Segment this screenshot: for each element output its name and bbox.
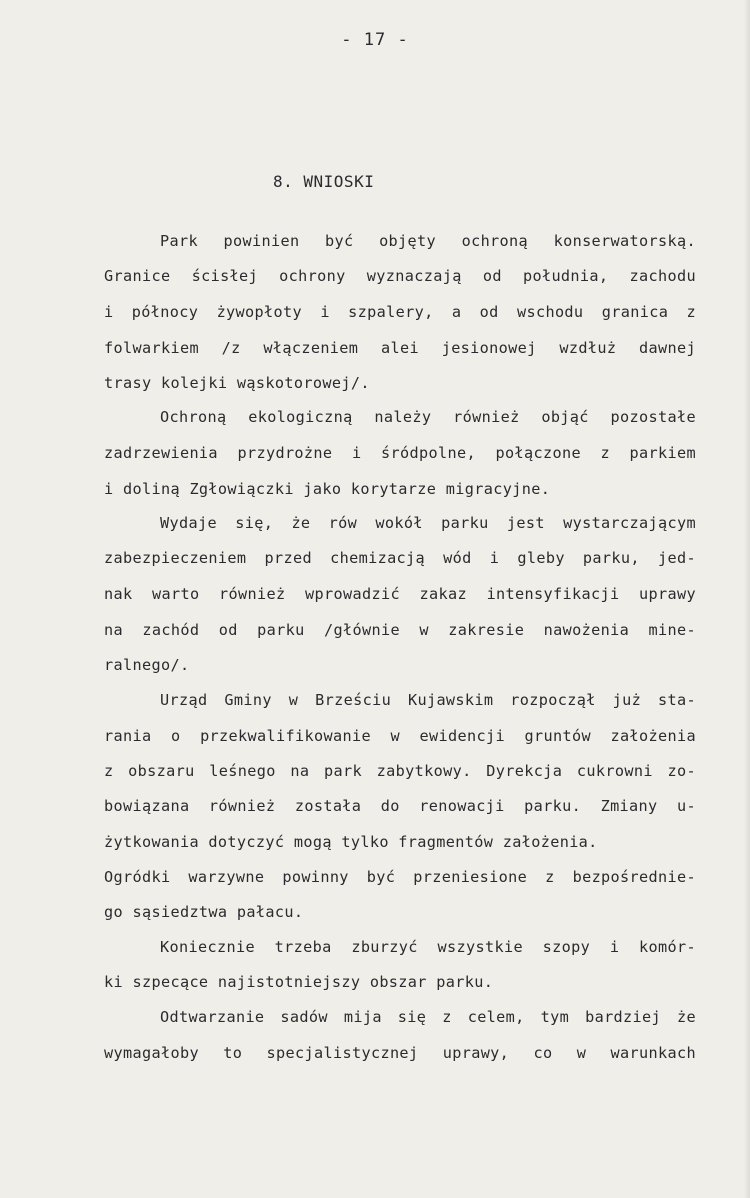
text-line: Koniecznie trzeba zburzyć wszystkie szopy i komór- [160,938,696,956]
text-line: Ogródki warzywne powinny być przeniesione z bezpośrednie- [104,868,696,886]
text-line: na zachód od parku /głównie w zakresie nawożenia mine- [104,621,696,639]
text-line: wymagałoby to specjalistycznej uprawy, co w warunkach [104,1044,696,1062]
text-line: Granice ścisłej ochrony wyznaczają od południa, zachodu [104,267,696,285]
text-line: zadrzewienia przydrożne i śródpolne, połączone z parkiem [104,444,696,462]
page-edge-shadow [744,0,750,1198]
text-line: ralnego/. [104,656,190,674]
page-number: - 17 - [341,30,409,50]
text-line: żytkowania dotyczyć mogą tylko fragmentów założenia. [104,833,598,851]
text-line: bowiązana również została do renowacji parku. Zmiany u- [104,797,696,815]
text-line: i północy żywopłoty i szpalery, a od wschodu granica z [104,303,696,321]
text-line: i doliną Zgłowiączki jako korytarze migracyjne. [104,480,551,498]
text-line: trasy kolejki wąskotorowej/. [104,374,370,392]
text-line: Ochroną ekologiczną należy również objąć pozostałe [160,408,696,426]
text-line: ki szpecące najistotniejszy obszar parku. [104,973,494,991]
text-line: Wydaje się, że rów wokół parku jest wystarczającym [160,514,696,532]
text-line: z obszaru leśnego na park zabytkowy. Dyrekcja cukrowni zo- [104,762,696,780]
text-line: rania o przekwalifikowanie w ewidencji gruntów założenia [104,727,696,745]
text-line: nak warto również wprowadzić zakaz intensyfikacji uprawy [104,585,696,603]
text-line: Odtwarzanie sadów mija się z celem, tym bardziej że [160,1008,696,1026]
text-line: Urząd Gminy w Brześciu Kujawskim rozpoczął już sta- [160,691,696,709]
text-line: zabezpieczeniem przed chemizacją wód i gleby parku, jed- [104,549,696,567]
text-line: Park powinien być objęty ochroną konserwatorską. [160,232,696,250]
text-line: go sąsiedztwa pałacu. [104,903,304,921]
section-heading: 8. WNIOSKI [273,172,375,191]
text-line: folwarkiem /z włączeniem alei jesionowej wzdłuż dawnej [104,339,696,357]
